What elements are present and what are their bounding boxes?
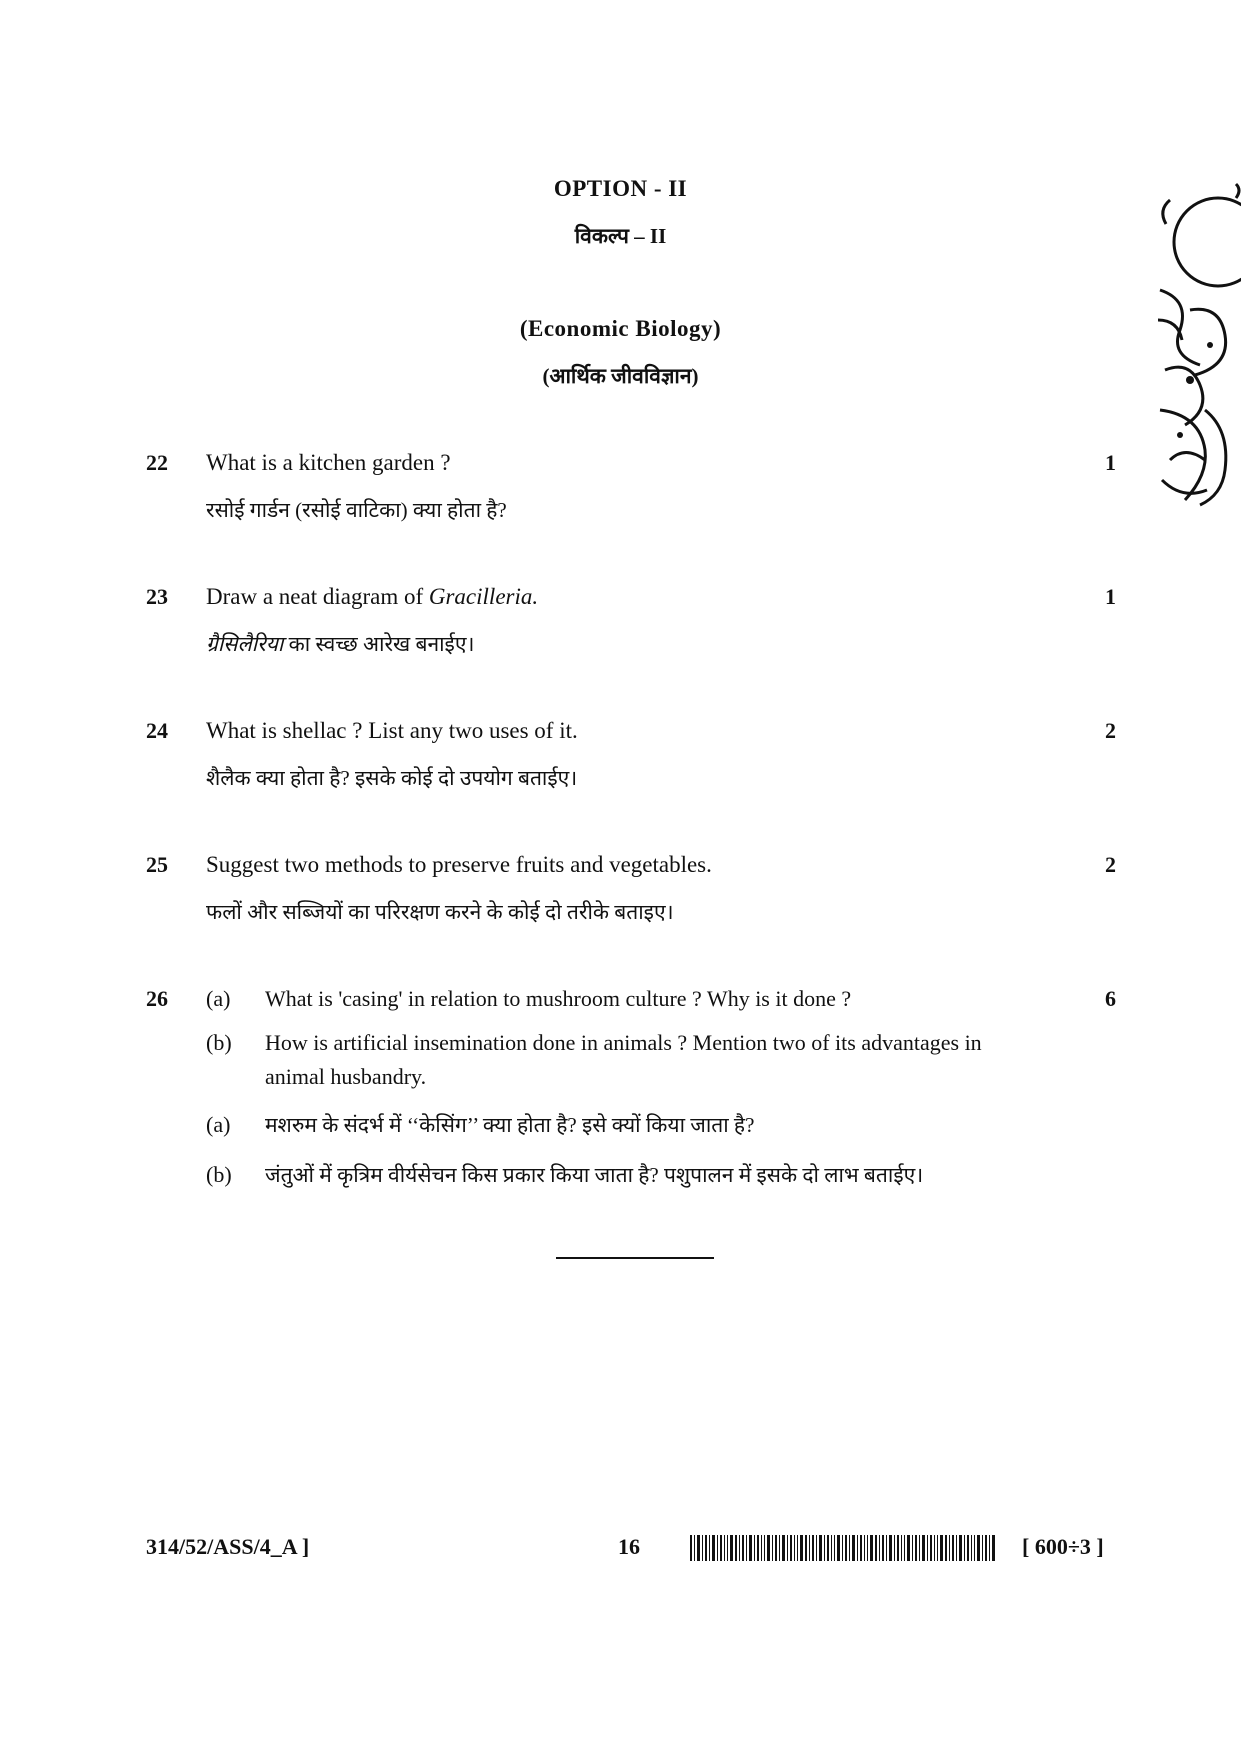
option-heading-hindi: विकल्प – II [574, 224, 667, 248]
page-number: 16 [618, 1534, 640, 1559]
question-text-hi: फलों और सब्जियों का परिरक्षण करने के कोई दो तरीके बताइए। [206, 900, 674, 924]
subpart-label: (a) [206, 1112, 231, 1137]
question-number: 24 [146, 718, 168, 743]
decorative-ornament-icon [1150, 180, 1241, 510]
question-number: 26 [146, 986, 168, 1011]
question-number: 22 [146, 450, 168, 475]
question-number: 23 [146, 584, 168, 609]
subpart-text: जंतुओं में कृत्रिम वीर्यसेचन किस प्रकार किया जाता है? पशुपालन में इसके दो लाभ बताईए। [265, 1163, 924, 1187]
subpart-text: What is 'casing' in relation to mushroom culture ? Why is it done ? [265, 986, 852, 1011]
print-info: [ 600÷3 ] [1022, 1534, 1104, 1559]
question-text-en: What is shellac ? List any two uses of it. [206, 718, 578, 743]
question-text-en: What is a kitchen garden ? [206, 450, 451, 475]
question-marks: 2 [1105, 852, 1116, 877]
question-text-hi: रसोई गार्डन (रसोई वाटिका) क्या होता है? [206, 498, 507, 522]
question-marks: 2 [1105, 718, 1116, 743]
subpart-label: (a) [206, 986, 231, 1011]
subpart-text: How is artificial insemination done in animals ? Mention two of its advantages in animal husbandry. [265, 1030, 982, 1089]
question-text-hi: ग्रैसिलैरिया का स्वच्छ आरेख बनाईए। [206, 632, 475, 656]
subject-heading-hindi: (आर्थिक जीवविज्ञान) [542, 364, 699, 388]
subpart-text: मशरुम के संदर्भ में ‘‘केसिंग’’ क्या होता है? इसे क्यों किया जाता है? [265, 1113, 755, 1137]
end-divider [556, 1257, 714, 1259]
subpart-label: (b) [206, 1030, 232, 1055]
question-number: 25 [146, 852, 168, 877]
question-text-en: Draw a neat diagram of Gracilleria. [206, 584, 539, 609]
option-heading: OPTION - II [553, 176, 688, 201]
subpart-label: (b) [206, 1162, 232, 1187]
question-text-hi: शैलैक क्या होता है? इसके कोई दो उपयोग बताईए। [206, 766, 578, 790]
question-marks: 6 [1105, 986, 1116, 1011]
question-text-en: Suggest two methods to preserve fruits and vegetables. [206, 852, 712, 877]
question-marks: 1 [1105, 450, 1116, 475]
paper-code: 314/52/ASS/4_A ] [146, 1534, 310, 1559]
subject-heading: (Economic Biology) [519, 316, 722, 341]
barcode-icon [690, 1535, 996, 1561]
question-marks: 1 [1105, 584, 1116, 609]
